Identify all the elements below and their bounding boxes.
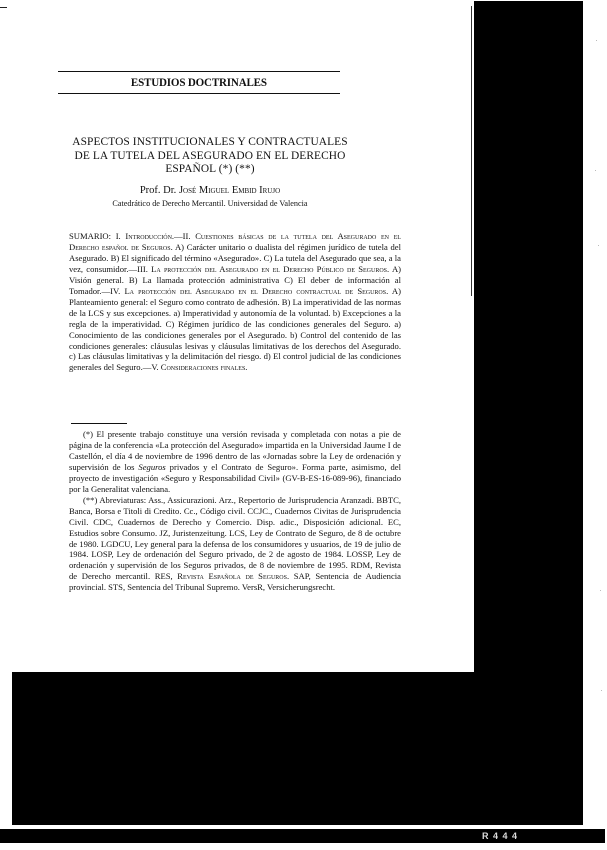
summary-segment: . A) Visión general. B) La llamada protección administrativa C) El deber de información al Tomador.—IV.: [69, 263, 402, 296]
scan-strip-marking: R 4 4 4: [482, 831, 519, 841]
scan-speck: [600, 590, 601, 591]
summary-segment: Consideraciones finales: [160, 362, 246, 373]
summary-segment: . A) Carácter unitario o dualista del régimen jurídico de tutela del Asegurado. B) El significado del término «Asegurado». C) La tutela del Asegurado que sea, a la vez, consumidor.—III.: [69, 241, 401, 274]
summary-segment: Introducción: [125, 231, 172, 241]
author-prefix: Prof. Dr.: [139, 185, 179, 196]
article-title-line-2: DE LA TUTELA DEL ASEGURADO EN EL DERECHO: [74, 149, 346, 162]
scan-speck: [595, 170, 596, 171]
summary-segment: La protección del Asegurado en el Derecho contractual de Seguros: [124, 285, 387, 296]
article-title-line-1: ASPECTOS INSTITUCIONALES Y CONTRACTUALES: [72, 136, 348, 148]
author-name: José Miguel Embid Irujo: [178, 185, 281, 196]
summary-segment: . A) Planteamiento general: el Seguro como contrato de adhesión. B) La imperatividad de las normas de la LCS y sus excepciones. a) Imperatividad y autonomía de la voluntad. b) Excepciones a la regla de la imperatividad. C) Régimen jurídico de las condiciones generales del Seguro. a) Conocimiento de las condiciones generales por el Asegurado. b) Control del contenido de las condiciones generales: cláusulas lesivas y cláusulas limitativas de los derechos del Asegurado. c) Las cláusulas limitativas y la delimitación del riesgo. d) El control judicial de las condiciones generales del Seguro.—V.: [69, 285, 402, 373]
article-title: [60, 136, 360, 177]
footnote-text: Abreviaturas: Ass., Assicurazioni. Arz., Repertorio de Jurisprudencia Aranzadi. BBTC, Banca, Borsa e Titoli di Credito. Cc., Código civil. CCJC., Cuadernos Civitas de Jurisprudencia Civil. CDC, Cuadernos de Derecho y Comercio. Disp. adic., Disposición adicional. EC, Estudios sobre Consumo. JZ, Juristenzeitung. LCS, Ley de Contrato de Seguro, de 8 de octubre de 1980. LGDCU, Ley general para la defensa de los consumidores y usuarios, de 19 de julio de 1984. LOSP, Ley de ordenación del Seguro privado, de 2 de agosto de 1984. LOSSP, Ley de ordenación y supervisión de los Seguros privados, de 8 de noviembre de 1995. RDM, Revista de Derecho mercantil. RES,: [69, 494, 401, 582]
scan-black-margin-bottom: [12, 672, 583, 825]
footnote-text: privados y el Contrato de Seguro». Forma parte, asimismo, del proyecto de investigación «Seguro y Responsabilidad Civil» (GV-B-ES-16-089-96), financiado por la Generalitat valenciana.: [69, 461, 401, 494]
scan-corner-mark: [0, 7, 7, 8]
author-affiliation: Catedrático de Derecho Mercantil. Universidad de Valencia: [112, 199, 308, 208]
scan-speck: [598, 245, 599, 246]
scan-speck: [596, 40, 597, 41]
footnote-text: El presente trabajo constituye una versión revisada y completada con notas a pie de página de la conferencia «La protección del Asegurado» impartida en la Universidad Jaume I de Castellón, el día 4 de noviembre de 1996 dentro de las «Jornadas sobre la Ley de ordenación y supervisión de los: [69, 429, 401, 472]
summary-segment: .: [245, 362, 248, 373]
summary-label: SUMARIO:: [69, 231, 116, 241]
scan-speck: [601, 690, 602, 691]
footnote-marker: (**): [83, 494, 98, 505]
footnote-marker: (*): [83, 429, 94, 439]
summary-abstract: [69, 231, 401, 373]
summary-segment: .—II.: [171, 231, 196, 241]
summary-segment: Cuestiones básicas de la tutela del Asegurado en el Derecho español de Seguros: [69, 231, 401, 252]
summary-segment: La protección del Asegurado en el Derecho Público de Seguros: [151, 263, 388, 274]
footnote-separator: [71, 423, 127, 424]
footnotes: [69, 429, 401, 593]
footnote-text-italic: Seguros: [138, 461, 166, 472]
article-title-line-3: ESPAÑOL (*) (**): [165, 163, 255, 175]
footnote-text-smallcaps: Revista Española de Seguros: [177, 571, 287, 582]
footnote-text: . SAP, Sentencia de Audiencia provincial. STS, Sentencia del Tribunal Supremo. VersR, Versicherungsrecht.: [69, 571, 402, 593]
footnote-2: [69, 495, 401, 594]
footnote-1: [69, 429, 401, 495]
scan-edge-line: [471, 6, 472, 296]
section-header: [58, 71, 340, 94]
summary-segment: I.: [115, 231, 126, 241]
author-line: [60, 185, 360, 196]
section-header-title: ESTUDIOS DOCTRINALES: [131, 75, 267, 89]
